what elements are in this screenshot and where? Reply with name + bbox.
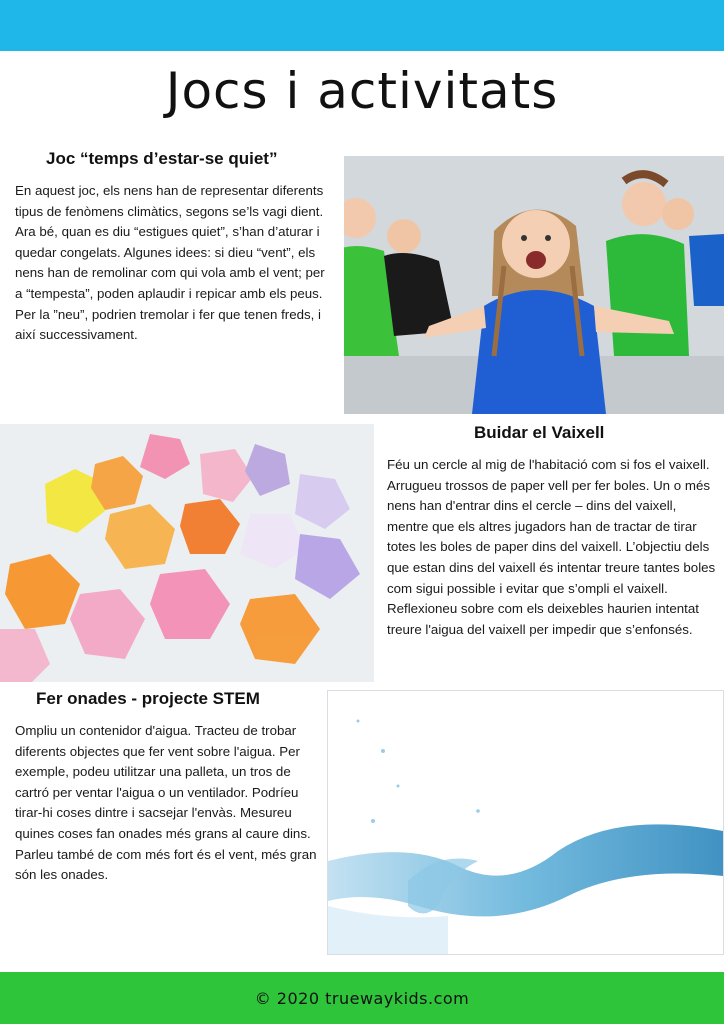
bottom-color-bar — [0, 972, 724, 1024]
section-body-empty-the-ship: Féu un cercle al mig de l'habitació com si fos el vaixell. Arrugueu trossos de paper vell per fer boles. Un o més nens han d'entrar dins el cercle – dins del vaixell, mentre que els altres jugadors han de tractar de tirar totes les boles de paper dins del vaixell. L’objectiu dels que estan dins del vaixell és intentar treure tantes boles com sigui possible i evitar que s’ompli el vaixell. Reflexioneu sobre com els deixebles haurien intentat treure l'aigua del vaixell per impedir que s’enfonsés. — [387, 457, 716, 637]
section-body-make-waves: Ompliu un contenidor d'aigua. Tracteu de trobar diferents objectes que fer vent sobre l'aigua. Per exemple, podeu utilitzar una palleta, un tros de cartró per ventar l'aigua o un ventilador. Podríeu tirar-hi coses dintre i sacsejar l'envàs. Mesureu quines coses fan onades més grans al caure dins. Parleu també de com més fort és el vent, més gran són les onades. — [15, 723, 317, 883]
water-wave-photo — [327, 690, 724, 955]
footer-copyright: © 2020 truewaykids.com — [254, 988, 470, 1008]
section-heading-make-waves: Fer onades - projecte STEM — [36, 689, 260, 708]
page-title: Jocs i activitats — [165, 62, 559, 120]
section-heading-freeze-game: Joc “temps d’estar-se quiet” — [46, 149, 278, 168]
children-dancing-photo — [344, 156, 724, 414]
section-body-freeze-game: En aquest joc, els nens han de representar diferents tipus de fenòmens climàtics, segons se’ls vagi dient. Ara bé, quan es diu “estigues quiet”, s’han d’aturar i quedar congelats. Algunes idees: si dieu “vent”, els nens han de remolinar com qui vola amb el vent; per a “tempesta”, poden aplaudir i repicar amb els peus. Per la ”neu”, podrien tremolar i fer que tenen freds, i així successivament. — [15, 183, 325, 343]
crumpled-paper-balls-photo — [0, 424, 374, 682]
section-heading-empty-the-ship: Buidar el Vaixell — [474, 423, 605, 442]
top-color-bar — [0, 0, 724, 51]
